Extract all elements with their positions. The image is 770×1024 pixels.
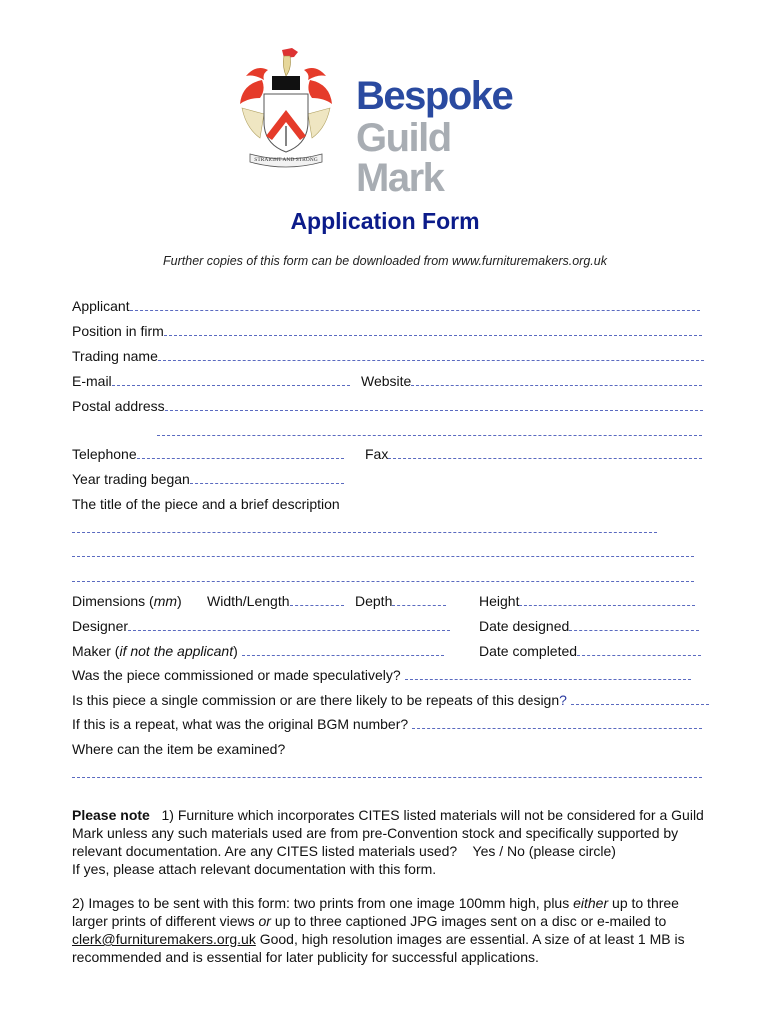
field-website (361, 373, 702, 389)
field-commissioned (72, 667, 691, 683)
brand-name-bespoke: Bespoke (356, 74, 513, 118)
examined-label: Where can the item be examined? (72, 741, 286, 757)
trading-name-input[interactable] (158, 348, 704, 361)
position-input[interactable] (164, 323, 702, 336)
field-fax (365, 446, 702, 462)
field-maker (72, 643, 444, 659)
field-designer (72, 618, 450, 634)
single-commission-input[interactable] (571, 692, 709, 705)
website-label: Website (361, 373, 412, 389)
description-input-line3[interactable] (72, 581, 694, 582)
cites-note: Please note 1) Furniture which incorporates CITES listed materials will not be considered for a Guild Mark unless any such materials used are from pre-Convention stock and specifically supported by relevant documentation. Are any CITES listed materials used? Yes / No (please circle) If yes, please attach relevant documentation with this form. (72, 807, 704, 877)
repeat-bgm-input[interactable] (412, 716, 702, 729)
field-postal-address (72, 398, 703, 414)
maker-label: Maker (if not the applicant) (72, 643, 238, 659)
field-position (72, 323, 702, 339)
field-title-description (72, 496, 340, 512)
fax-label: Fax (365, 446, 389, 462)
field-date-completed (479, 643, 701, 659)
date-completed-label: Date completed (479, 643, 578, 659)
bgm-logo (236, 46, 546, 200)
commissioned-input[interactable] (405, 667, 691, 680)
field-examined (72, 741, 285, 757)
brand-name-guild-mark: Guild Mark (356, 116, 451, 200)
depth-input[interactable] (392, 593, 446, 606)
height-input[interactable] (519, 593, 695, 606)
height-label: Height (479, 593, 520, 609)
fax-input[interactable] (388, 446, 702, 459)
field-date-designed (479, 618, 699, 634)
title-description-label: The title of the piece and a brief description (72, 496, 340, 512)
trading-name-label: Trading name (72, 348, 158, 364)
email-input[interactable] (112, 373, 350, 386)
position-label: Position in firm (72, 323, 164, 339)
designer-label: Designer (72, 618, 129, 634)
field-email (72, 373, 350, 389)
website-input[interactable] (411, 373, 702, 386)
commissioned-label: Was the piece commissioned or made speculatively? (72, 667, 401, 683)
svg-text:STRAIGHT AND STRONG: STRAIGHT AND STRONG (254, 157, 318, 163)
designer-input[interactable] (128, 618, 450, 631)
clerk-email-link[interactable]: clerk@furnituremakers.org.uk (72, 931, 256, 947)
single-commission-label: Is this piece a single commission or are there likely to be repeats of this design? (72, 692, 567, 708)
field-depth (355, 593, 446, 609)
width-length-input[interactable] (290, 593, 344, 606)
date-designed-input[interactable] (569, 618, 699, 631)
description-input-line2[interactable] (72, 556, 694, 557)
year-trading-input[interactable] (190, 471, 344, 484)
field-height (479, 593, 695, 609)
field-year-trading (72, 471, 344, 487)
field-single-commission (72, 692, 709, 708)
description-input-line1[interactable] (72, 532, 657, 533)
date-designed-label: Date designed (479, 618, 570, 634)
telephone-input[interactable] (137, 446, 344, 459)
postal-address-input[interactable] (165, 398, 703, 411)
dimensions-label: Dimensions (mm) (72, 593, 182, 609)
postal-address-label: Postal address (72, 398, 165, 414)
examined-input[interactable] (72, 777, 702, 778)
postal-address-input-line2[interactable] (157, 435, 702, 436)
date-completed-input[interactable] (577, 643, 701, 656)
applicant-input[interactable] (130, 298, 700, 311)
telephone-label: Telephone (72, 446, 137, 462)
width-length-label: Width/Length (207, 593, 290, 609)
maker-input[interactable] (242, 643, 444, 656)
please-note-label: Please note (72, 807, 150, 823)
field-repeat-bgm (72, 716, 702, 732)
applicant-label: Applicant (72, 298, 130, 314)
coat-of-arms-icon (236, 46, 336, 168)
field-applicant (72, 298, 700, 314)
field-trading-name (72, 348, 704, 364)
page-title: Application Form (290, 208, 480, 234)
field-telephone (72, 446, 344, 462)
images-note: 2) Images to be sent with this form: two prints from one image 100mm high, plus either up to three larger prints of different views or up to three captioned JPG images sent on a disc or e-mailed to clerk@furnituremakers.org.uk Good, high resolution images are essential. A size of at least 1 MB is recommended and is essential for later publicity for successful applications. (72, 895, 685, 965)
repeat-bgm-label: If this is a repeat, what was the original BGM number? (72, 716, 409, 732)
year-trading-label: Year trading began (72, 471, 190, 487)
field-width-length (207, 593, 344, 609)
depth-label: Depth (355, 593, 393, 609)
cites-yes-no-options[interactable]: Yes / No (please circle) (472, 843, 616, 859)
field-dimensions (72, 593, 182, 609)
email-label: E-mail (72, 373, 112, 389)
page-subtitle: Further copies of this form can be downloaded from www.furnituremakers.org.uk (163, 254, 607, 268)
